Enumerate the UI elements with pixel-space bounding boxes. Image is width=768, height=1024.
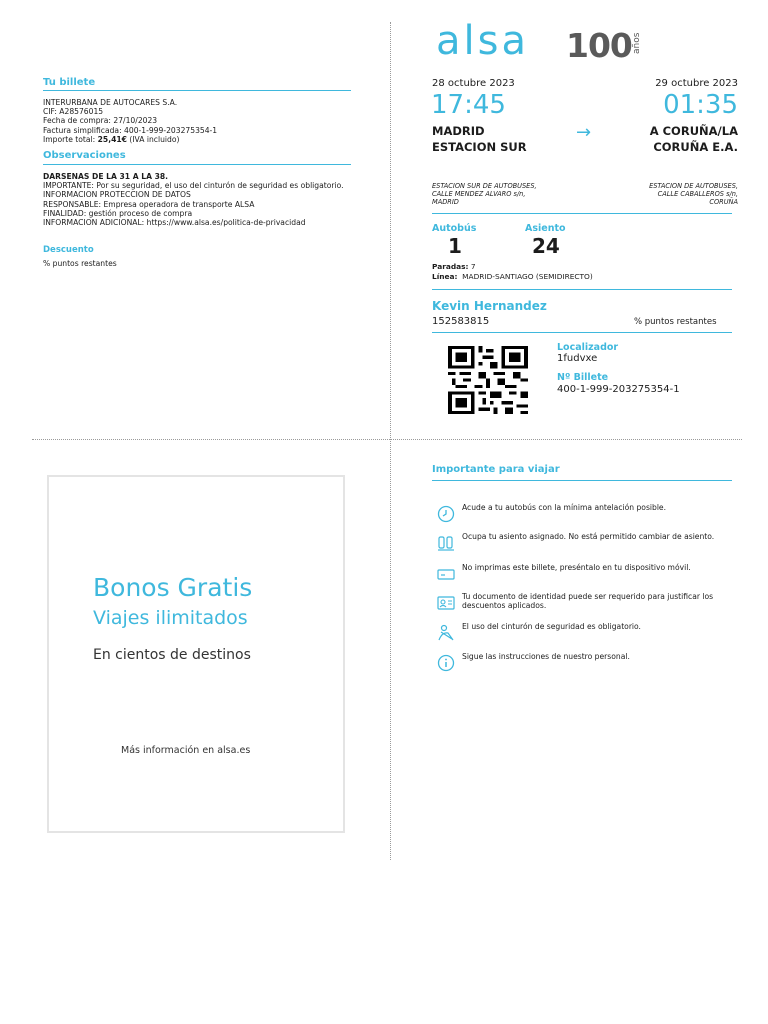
bays-notice: DARSENAS DE LA 31 A LA 38.	[43, 172, 169, 181]
horizontal-fold-line	[32, 439, 742, 440]
travel-tips-title: Importante para viajar	[432, 464, 560, 475]
line-label: Línea:	[432, 272, 458, 281]
arrival-address	[649, 182, 738, 207]
total-vat-note: (IVA incluido)	[126, 134, 180, 144]
departure-city: MADRID	[432, 124, 485, 138]
bus-number: 1	[448, 234, 462, 258]
route-line	[432, 272, 593, 281]
ticket-number-value: 400-1-999-203275354-1	[557, 384, 680, 395]
passenger-id: 152583815	[432, 316, 490, 327]
ticket-section-title: Tu billete	[43, 77, 96, 88]
qr-code	[448, 346, 528, 414]
departure-station-name: ESTACION SUR	[432, 140, 527, 154]
total-amount: 25,41€	[97, 134, 127, 144]
total-label: Importe total:	[43, 134, 98, 144]
anniversary-number: 100	[566, 26, 632, 65]
ticket-icon	[436, 565, 456, 583]
promo-more-info[interactable]: Más información en alsa.es	[121, 745, 251, 756]
tip-text: Sigue las instrucciones de nuestro personal.	[462, 652, 630, 661]
promo-tagline: En cientos de destinos	[93, 647, 251, 663]
arrival-station-name: CORUÑA E.A.	[653, 140, 738, 154]
tip-text: El uso del cinturón de seguridad es obligatorio.	[462, 622, 641, 631]
promo-box	[47, 475, 345, 833]
purchase-date: Fecha de compra: 27/10/2023	[43, 116, 158, 126]
tip-text: No imprimas este billete, preséntalo en tu dispositivo móvil.	[462, 563, 691, 572]
cif: CIF: A28576015	[43, 107, 104, 117]
locator-value: 1fudvxe	[557, 353, 598, 364]
address-line: CORUÑA	[709, 198, 738, 207]
departure-time: 17:45	[431, 90, 506, 120]
bus-label: Autobús	[432, 223, 477, 234]
ticket-number-label: Nº Billete	[557, 372, 609, 383]
locator-label: Localizador	[557, 342, 619, 353]
promo-subtitle: Viajes ilimitados	[93, 607, 248, 629]
passenger-points: % puntos restantes	[634, 317, 717, 327]
passenger-name: Kevin Hernandez	[432, 299, 547, 313]
vertical-fold-line	[390, 22, 391, 860]
travel-tips-rule	[432, 480, 732, 481]
observation-line: IMPORTANTE: Por su seguridad, el uso del cinturón de seguridad es obligatorio.	[43, 181, 344, 191]
observation-line: INFORMACION ADICIONAL: https://www.alsa.es/politica-de-privacidad	[43, 218, 306, 228]
invoice-number: Factura simplificada: 400-1-999-203275354-1	[43, 125, 218, 135]
address-rule	[432, 213, 732, 214]
anniversary-word: años	[632, 32, 642, 54]
arrival-time: 01:35	[663, 90, 738, 120]
departure-station	[432, 123, 527, 155]
total-amount-line	[43, 135, 353, 144]
alsa-logo	[436, 18, 736, 68]
route-rule	[432, 289, 732, 290]
arrival-date: 29 octubre 2023	[655, 78, 738, 89]
tip-text: Tu documento de identidad puede ser requerido para justificar los descuentos aplicados.	[462, 592, 714, 611]
stops-value: 7	[470, 262, 476, 271]
address-line: CALLE MENDEZ ALVARO s/n,	[432, 190, 526, 199]
address-line: ESTACION SUR DE AUTOBUSES,	[432, 182, 537, 190]
observation-line: INFORMACION PROTECCION DE DATOS	[43, 190, 191, 200]
seat-label: Asiento	[525, 223, 566, 234]
arrival-station	[650, 123, 738, 155]
stops-label: Paradas:	[432, 262, 469, 271]
clock-icon	[436, 505, 456, 523]
id-card-icon	[436, 594, 456, 612]
stops-line	[432, 262, 476, 271]
company-name: INTERURBANA DE AUTOCARES S.A.	[43, 98, 178, 107]
line-value: MADRID-SANTIAGO (SEMIDIRECTO)	[462, 272, 593, 281]
observation-line: FINALIDAD: gestión proceso de compra	[43, 208, 193, 218]
route-arrow-icon: →	[576, 122, 592, 143]
address-line: CALLE CABALLEROS s/n,	[657, 190, 738, 199]
tip-text: Acude a tu autobús con la mínima antelación posible.	[462, 503, 667, 512]
ticket-title-rule	[43, 90, 351, 91]
departure-date: 28 octubre 2023	[432, 78, 515, 89]
seat-number: 24	[532, 234, 560, 258]
arrival-city: A CORUÑA/LA	[649, 124, 738, 138]
address-line: ESTACION DE AUTOBUSES,	[649, 182, 738, 190]
observations-text	[43, 172, 348, 227]
passenger-rule	[432, 332, 732, 333]
observations-title: Observaciones	[43, 150, 126, 161]
seat-icon	[436, 534, 456, 552]
observations-rule	[43, 164, 351, 165]
seatbelt-icon	[436, 624, 456, 642]
discount-text: % puntos restantes	[43, 259, 117, 268]
info-icon	[436, 654, 456, 672]
departure-address	[432, 182, 537, 207]
alsa-logo-text: alsa	[436, 18, 529, 64]
discount-title: Descuento	[43, 245, 94, 255]
tip-text: Ocupa tu asiento asignado. No está permitido cambiar de asiento.	[462, 532, 715, 541]
observation-line: RESPONSABLE: Empresa operadora de transporte ALSA	[43, 199, 255, 209]
promo-title: Bonos Gratis	[93, 573, 253, 602]
ticket-details	[43, 98, 353, 144]
address-line: MADRID	[432, 198, 459, 207]
